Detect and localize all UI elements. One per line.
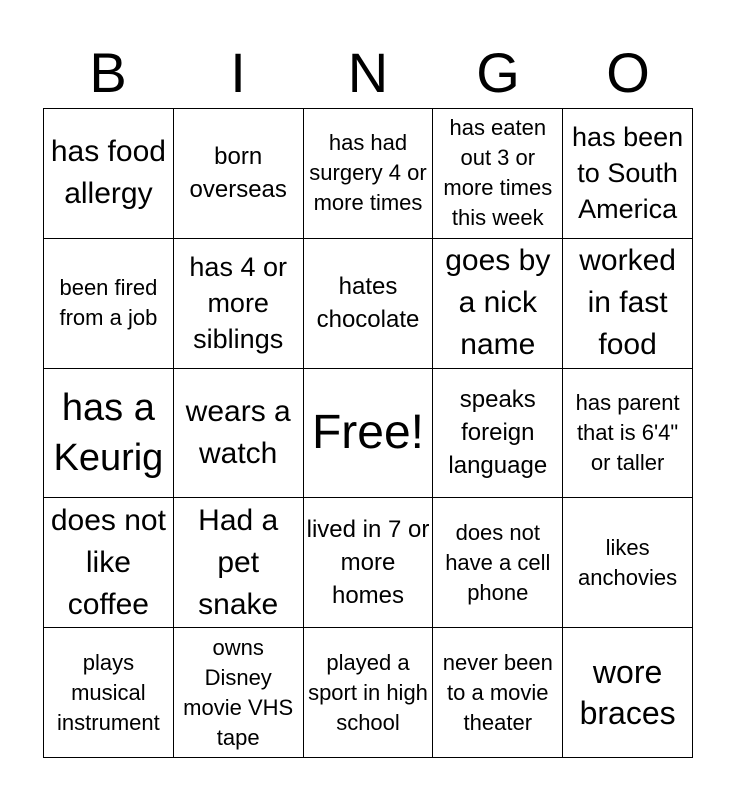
cell-text: plays musical instrument [57,649,160,735]
cell-text: lived in 7 or more homes [306,516,430,610]
free-space-text: Free! [311,405,424,459]
bingo-cell-r5c4[interactable] [433,628,563,758]
bingo-cell-r1c4[interactable] [433,109,563,239]
cell-text: born overseas [189,143,287,204]
cell-text: wore braces [579,653,676,731]
cell-text: has food allergy [50,135,166,211]
bingo-cell-r4c3[interactable] [304,498,434,628]
cell-text: does not have a cell phone [445,519,551,605]
cell-text: has parent that is 6'4" or taller [575,389,680,475]
bingo-cell-r5c2[interactable] [174,628,304,758]
cell-text: has 4 or more siblings [189,252,287,355]
cell-text: does not like coffee [50,503,166,621]
cell-text: has eaten out 3 or more times this week [443,115,553,231]
header-letter-i: I [230,41,246,104]
header-letter-o: O [606,41,650,104]
bingo-cell-r5c3[interactable] [304,628,434,758]
bingo-cell-r4c5[interactable] [563,498,693,628]
cell-text: has been to South America [572,122,684,225]
header-letter-n: N [347,41,389,104]
bingo-cell-r1c2[interactable] [174,109,304,239]
cell-text: has a Keurig [53,386,164,479]
cell-text: been fired from a job [59,275,158,331]
cell-text: worked in fast food [579,244,676,362]
cell-text: owns Disney movie VHS tape [183,634,294,750]
bingo-cell-r5c5[interactable] [563,628,693,758]
bingo-cell-r2c1[interactable] [44,239,174,369]
header-letter-b: B [89,41,127,104]
cell-text: wears a watch [185,394,291,470]
header-letter-g: G [476,41,520,104]
cell-text: played a sport in high school [308,649,428,735]
cell-text: hates chocolate [316,273,420,334]
cell-text: likes anchovies [578,534,678,590]
bingo-board [43,108,693,758]
bingo-cell-r2c4[interactable] [433,239,563,369]
bingo-cell-r3c2[interactable] [174,369,304,499]
bingo-cell-r2c3[interactable] [304,239,434,369]
bingo-header [43,38,693,108]
bingo-cell-free[interactable] [304,369,434,499]
bingo-cell-r4c1[interactable] [44,498,174,628]
bingo-cell-r2c2[interactable] [174,239,304,369]
bingo-cell-r1c3[interactable] [304,109,434,239]
bingo-cell-r1c1[interactable] [44,109,174,239]
cell-text: speaks foreign language [448,386,548,480]
cell-text: never been to a movie theater [442,649,553,735]
cell-text: has had surgery 4 or more times [309,130,427,216]
bingo-cell-r4c4[interactable] [433,498,563,628]
bingo-cell-r3c4[interactable] [433,369,563,499]
bingo-cell-r2c5[interactable] [563,239,693,369]
bingo-cell-r5c1[interactable] [44,628,174,758]
cell-text: Had a pet snake [198,503,279,621]
bingo-cell-r1c5[interactable] [563,109,693,239]
bingo-cell-r3c5[interactable] [563,369,693,499]
bingo-cell-r3c1[interactable] [44,369,174,499]
cell-text: goes by a nick name [445,244,551,362]
bingo-cell-r4c2[interactable] [174,498,304,628]
